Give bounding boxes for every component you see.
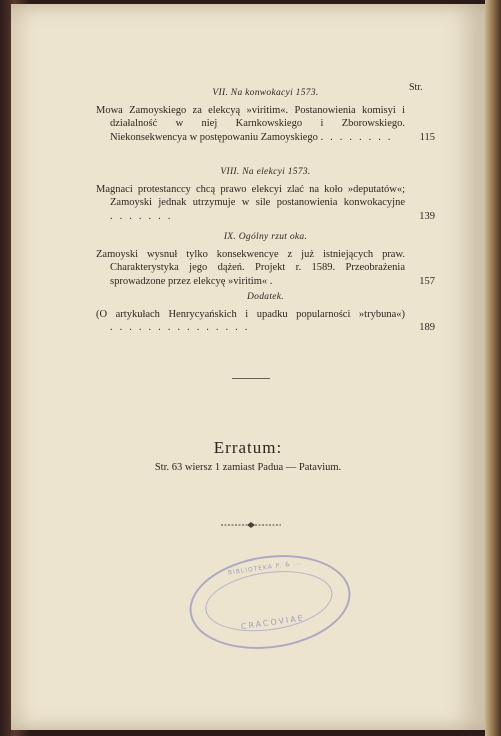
entry-page: 189: [419, 322, 435, 333]
leader-dots: ........: [320, 131, 398, 143]
toc-section-dodatek: [96, 291, 435, 335]
section-heading: Dodatek.: [247, 292, 284, 302]
section-heading: VII. Na konwokacyi 1573.: [212, 88, 319, 98]
book-page: [11, 4, 485, 730]
section-heading: VIII. Na elekcyi 1573.: [220, 167, 311, 177]
entry-page: 139: [419, 210, 435, 222]
section-divider: [232, 378, 270, 379]
ornament-divider-icon: [221, 520, 281, 530]
erratum-title: Erratum:: [213, 438, 283, 457]
leader-dots: .......: [110, 210, 178, 222]
stamp-text-bottom: CRACOVIAE: [240, 613, 306, 632]
book-spine: [485, 0, 501, 736]
leader-dots: .: [269, 275, 280, 287]
leader-dots: ...............: [110, 322, 255, 333]
entry-text: Mowa Zamoyskiego za elekcyą »viritim«. Postanowienia komisyi i działalność w niej Karnkowskiego i Zborowskiego. Niekonsekwencya w postępowaniu Zamoyskiego: [96, 104, 405, 143]
page-column-label: Str.: [409, 82, 423, 93]
toc-entry: [96, 104, 435, 145]
library-stamp-icon: [183, 545, 356, 659]
entry-text: Zamoyski wysnuł tylko konsekwencye z już istniejących praw. Charakterystyka jego dążeń. Projekt r. 1589. Przeobrażenia sprowadzone przez elekcyę »viritim«: [96, 248, 405, 287]
toc-section-viii: [96, 166, 435, 223]
entry-page: 157: [419, 275, 435, 287]
section-heading: IX. Ogólny rzut oka.: [223, 232, 308, 242]
entry-page: 115: [419, 131, 435, 143]
entry-text: Magnaci protestanccy chcą prawo elekcyi zlać na koło »deputatów«; Zamoyski jednak utrzymuje w sile postanowienia konwokacyjne: [96, 183, 405, 208]
entry-text: (O artykułach Henrycyańskich i upadku popularności »trybuna«): [96, 308, 405, 320]
erratum-text: Str. 63 wiersz 1 zamiast Padua — Patavium.: [154, 462, 342, 473]
toc-section-ix: [96, 231, 435, 288]
toc-section-vii: [96, 87, 435, 144]
stamp-text-top: BIBLIOTEKA P. & ...: [227, 559, 303, 577]
toc-entry: [96, 183, 435, 224]
toc-entry: [96, 308, 435, 335]
toc-entry: [96, 248, 435, 289]
